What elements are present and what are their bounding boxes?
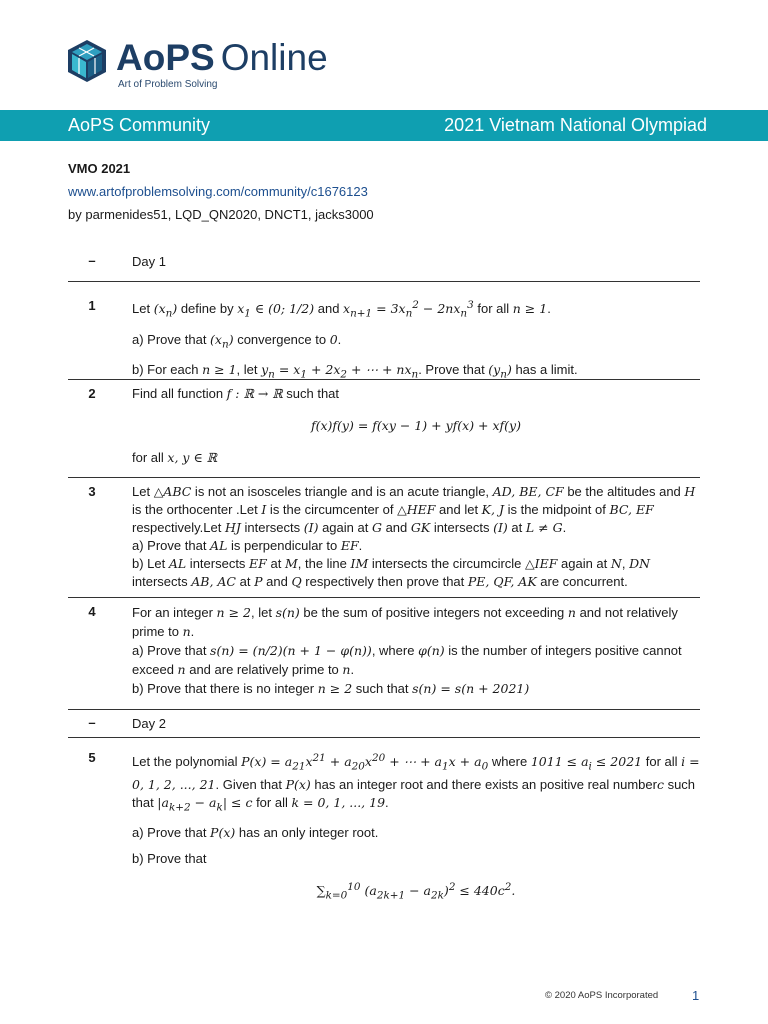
document-title: VMO 2021 [68,161,131,176]
problem-text: Let the polynomial $P(x) = a_{21}x^{21} + a_{20}x^{20}$ + ⋯ + $a_1x + a_0$ where $1011 \le a_i \le 2021$ for all i = 0, 1, 2, ..., 21. Given that P(x) has an integer root and there exists an positive real numberc such that $|a_{k+2} - a_k| \le c$ for all k = 0, 1, ..., 19. a) Prove that P(x) has an only integer root. b) Prove that $\sum_{k=0}^{10}$ $(a_{2k+1} - a_{2k})^2 \le 440c^2$. [132,752,700,902]
community-link[interactable]: www.artofproblemsolving.com/community/c1676123 [68,184,368,199]
aops-logo[interactable] [66,36,326,96]
logo-wordmark [116,36,328,80]
logo-product: Online [220,37,328,78]
problem-row [68,597,700,709]
problem-text: Find all function f : ℝ → ℝ such that f(x)f(y) = f(xy − 1) + yf(x) + xf(y) for all x, y ∈ ℝ [132,386,521,465]
problem-text: For an integer n ≥ 2, let s(n) be the sum of positive integers not exceeding n and not relatively prime to n. a) Prove that s(n) = (n/2)(n + 1 − φ(n)), where φ(n) is the number of integers positive cannot exceed n and are relatively prime to n. b) Prove that there is no integer n ≥ 2 such that s(n) = s(n + 2021) [132,605,682,696]
day-2-row [68,709,700,737]
problem-text: Let △ABC is not an isosceles triangle and is an acute triangle, AD, BE, CF be the altitudes and H is the orthocenter .Let I is the circumcenter of △HEF and let K, J is the midpoint of BC, EF respectively.Let HJ intersects (I) again at G and GK intersects (I) at L ≠ G. a) Prove that AL is perpendicular to EF. b) Let AL intersects EF at M, the line IM intersects the circumcircle △IEF again at N, DN intersects AB, AC at P and Q respectively then prove that PE, QF, AK are concurrent. [132,484,696,589]
logo-brand: AoPS [116,37,215,78]
problem-number: 3 [88,484,96,499]
banner-contest-title: 2021 Vietnam National Olympiad [444,115,707,135]
day-1-row [68,253,700,281]
problem-row [68,281,700,379]
day-label: Day 1 [132,254,166,269]
page-number: 1 [692,988,700,1003]
aops-cube-icon [66,38,108,84]
problem-number: 4 [88,604,96,619]
banner-community[interactable]: AoPS Community [68,115,211,135]
problem-row [68,477,700,597]
problem-number: 1 [88,298,96,313]
authors: by parmenides51, LQD_QN2020, DNCT1, jacks3000 [68,207,374,222]
day-marker: – [88,253,96,268]
document-meta [68,157,374,226]
problem-row [68,737,700,917]
problem-row [68,379,700,477]
day-marker: – [88,715,96,730]
problem-text: Let $(x_n)$ define by $x_1$ ∈ (0; 1/2) and $x_{n+1} = 3x_n^2 - 2nx_n^3$ for all n ≥ 1. a) Prove that $(x_n)$ convergence to 0. b) For each n ≥ 1, let $y_n = x_1 + 2x_2$ + ⋯ + $nx_n$. Prove that $(y_n)$ has a limit. [132,299,578,381]
day-label: Day 2 [132,716,166,731]
logo-tagline: Art of Problem Solving [118,79,218,90]
problem-number: 5 [88,750,96,765]
problem-number: 2 [88,386,96,401]
header-banner [0,110,768,141]
copyright: © 2020 AoPS Incorporated [545,990,659,1001]
